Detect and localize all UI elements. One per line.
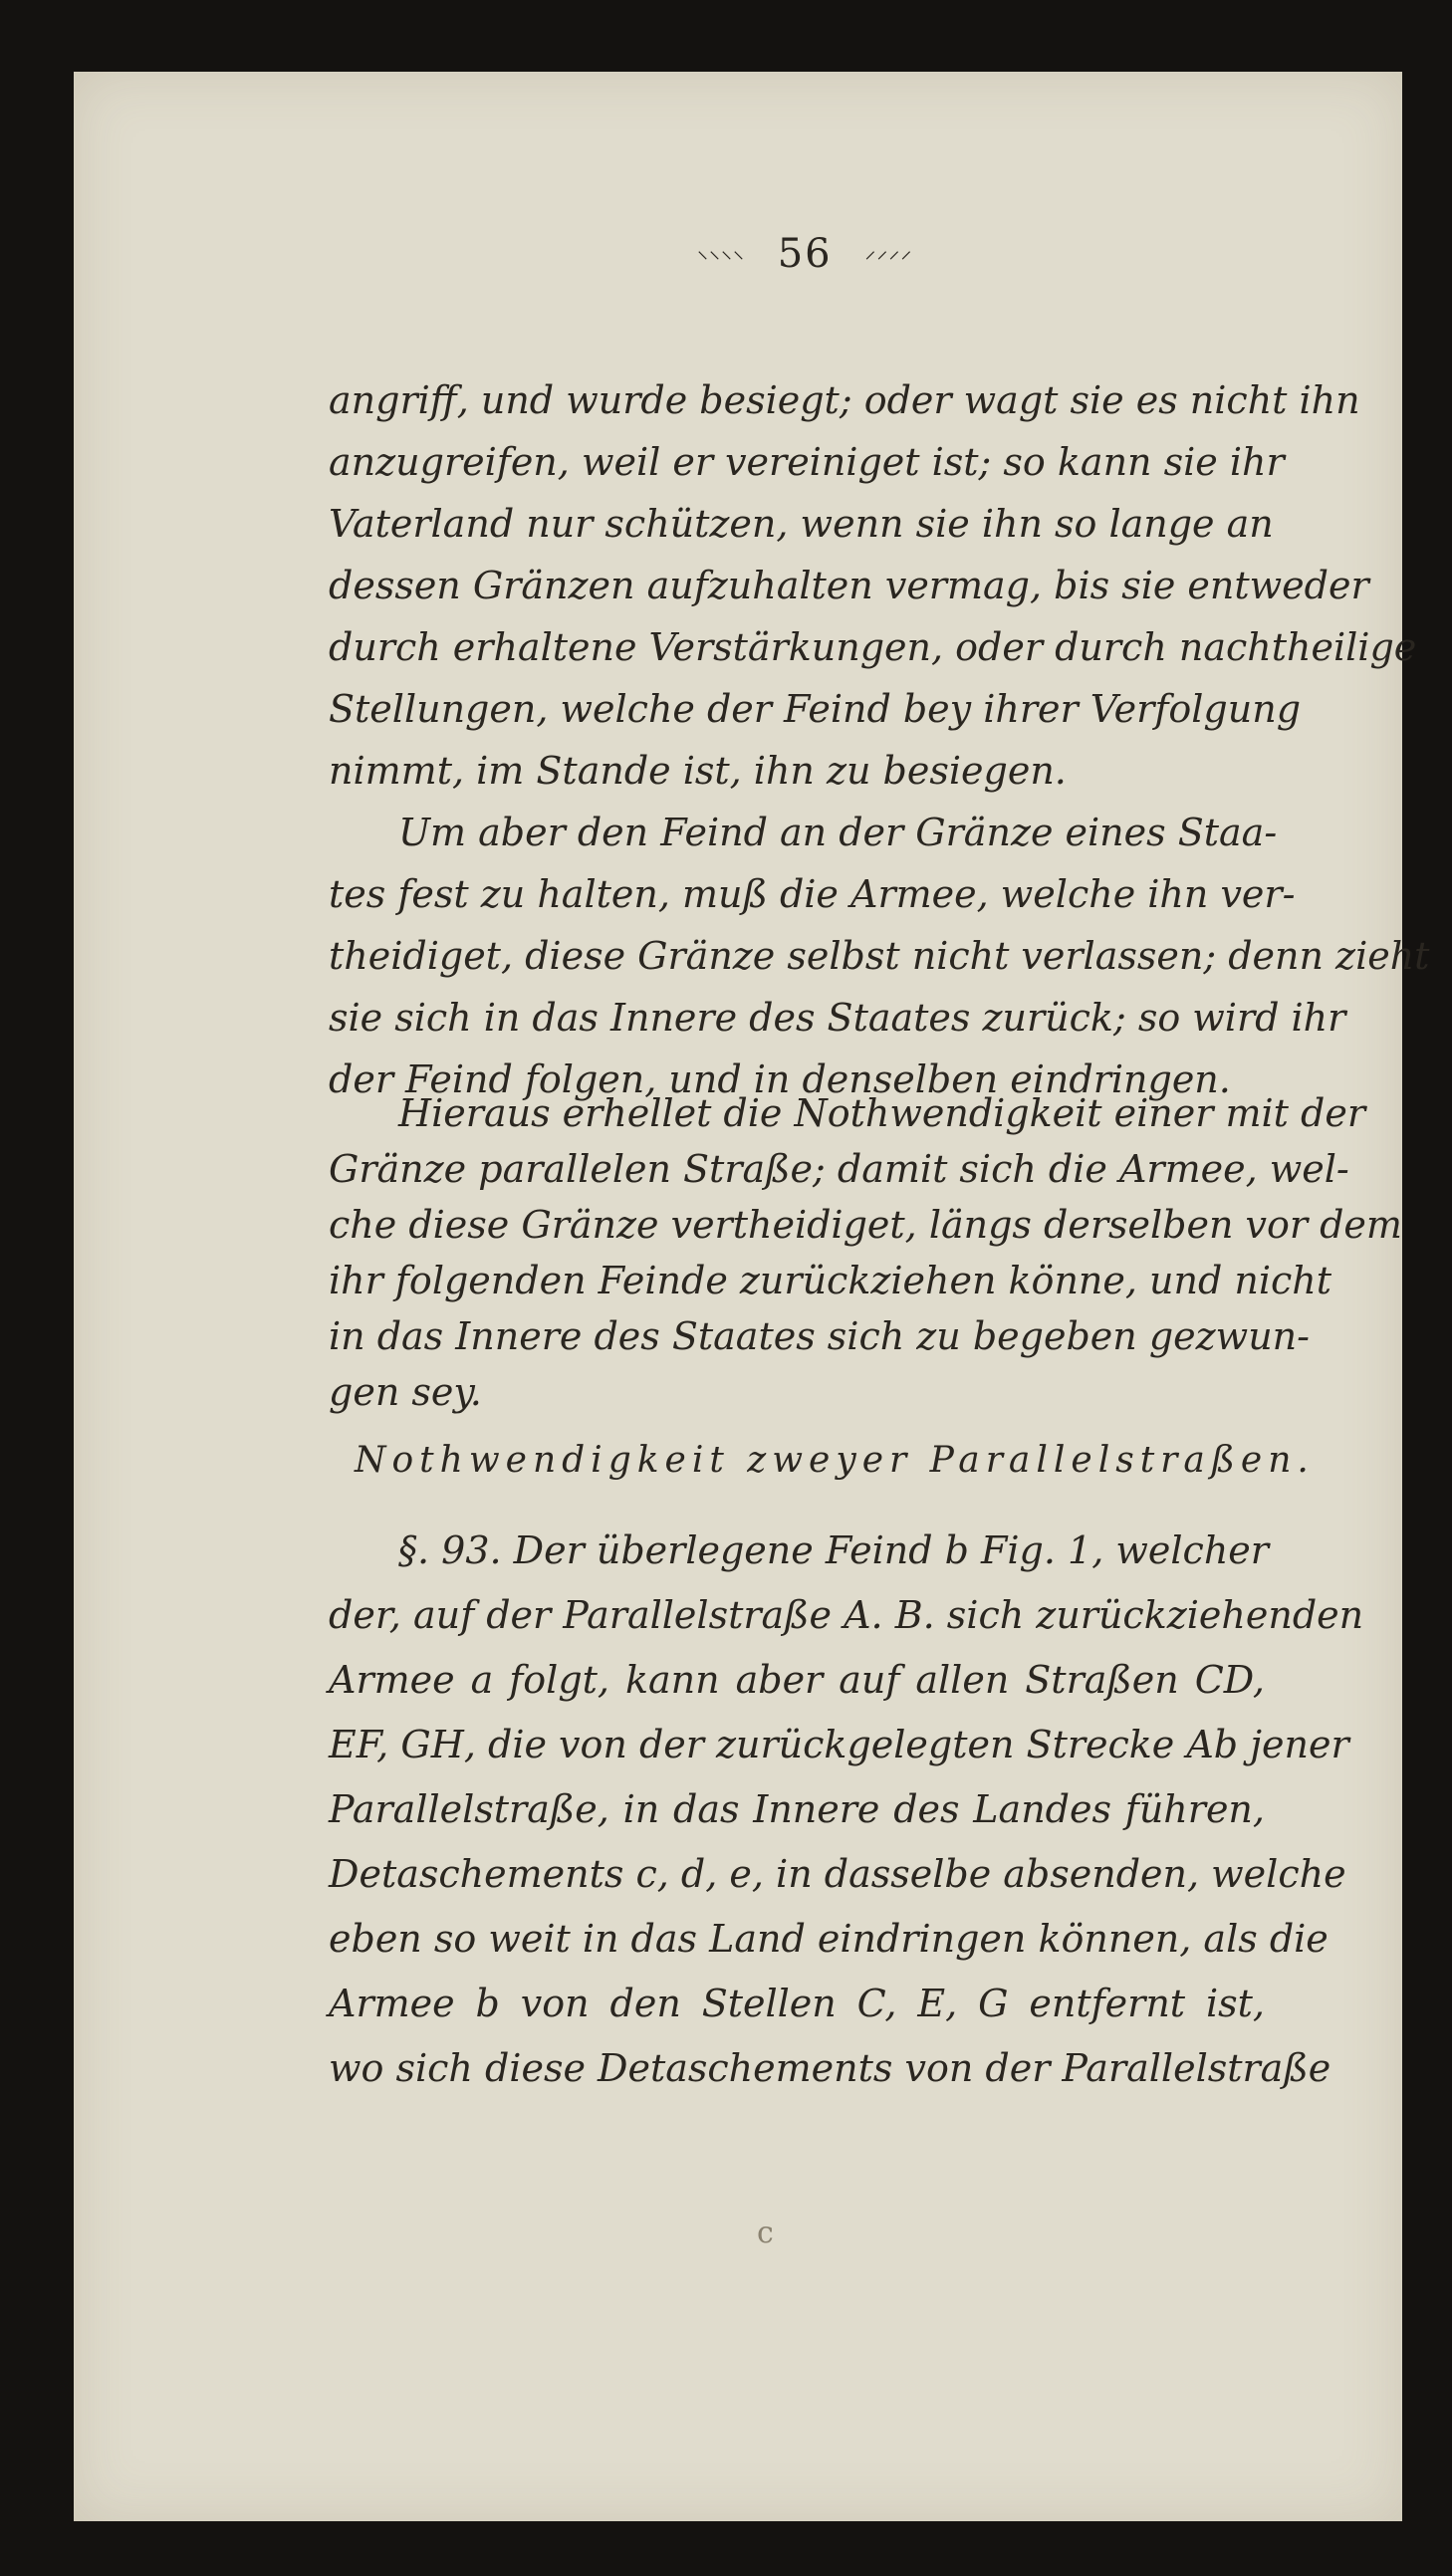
text-line: der Feind folgen, und in denselben eindringen. bbox=[329, 1057, 1231, 1101]
header-ornament-left: ⸌⸌⸌⸌ bbox=[697, 248, 746, 273]
text-line: Stellungen, welche der Feind bey ihrer Verfolgung bbox=[329, 687, 1302, 731]
page-header bbox=[697, 231, 996, 277]
text-line: che diese Gränze vertheidiget, längs derselben vor dem bbox=[329, 1203, 1402, 1247]
text-line: durch erhaltene Verstärkungen, oder durch nachtheilige bbox=[329, 625, 1417, 669]
text-line: §. 93. Der überlegene Feind b Fig. 1, welcher bbox=[398, 1528, 1269, 1572]
text-line: tes fest zu halten, muß die Armee, welche ihn ver- bbox=[329, 872, 1296, 916]
text-line: sie sich in das Innere des Staates zurück; so wird ihr bbox=[329, 996, 1346, 1040]
stain-mark: c bbox=[757, 2216, 774, 2250]
text-line: theidiget, diese Gränze selbst nicht verlassen; denn zieht bbox=[329, 934, 1430, 978]
text-line: nimmt, im Stande ist, ihn zu besiegen. bbox=[329, 749, 1067, 793]
text-line: Um aber den Feind an der Gränze eines Staa- bbox=[398, 811, 1278, 854]
text-line: EF, GH, die von der zurückgelegten Strecke Ab jener bbox=[329, 1723, 1349, 1766]
text-line: Vaterland nur schützen, wenn sie ihn so lange an bbox=[329, 502, 1274, 546]
text-line: wo sich diese Detaschements von der Parallelstraße bbox=[329, 2046, 1331, 2090]
text-line: Gränze parallelen Straße; damit sich die Armee, wel- bbox=[329, 1147, 1349, 1191]
text-line: eben so weit in das Land eindringen können, als die bbox=[329, 1917, 1329, 1961]
text-line: angriff, und wurde besiegt; oder wagt sie es nicht ihn bbox=[329, 378, 1360, 422]
section-heading: Nothwendigkeit zweyer Parallelstraßen. bbox=[355, 1440, 1315, 1481]
text-line: ihr folgenden Feinde zurückziehen könne, und nicht bbox=[329, 1259, 1332, 1302]
page-number: 56 bbox=[777, 231, 833, 277]
text-line: Armee b von den Stellen C, E, G entfernt ist, bbox=[329, 1982, 1265, 2025]
text-line: gen sey. bbox=[329, 1370, 482, 1414]
text-line: Hieraus erhellet die Nothwendigkeit einer mit der bbox=[398, 1091, 1366, 1135]
text-line: anzugreifen, weil er vereiniget ist; so kann sie ihr bbox=[329, 440, 1285, 484]
text-line: der, auf der Parallelstraße A. B. sich zurückziehenden bbox=[329, 1593, 1364, 1637]
header-ornament-right: ⸍⸍⸍⸍ bbox=[864, 248, 913, 273]
text-line: Parallelstraße, in das Innere des Landes führen, bbox=[329, 1787, 1265, 1831]
text-line: in das Innere des Staates sich zu begeben gezwun- bbox=[329, 1314, 1310, 1358]
text-line: Detaschements c, d, e, in dasselbe absenden, welche bbox=[329, 1852, 1346, 1896]
text-line: dessen Gränzen aufzuhalten vermag, bis sie entweder bbox=[329, 564, 1369, 607]
text-line: Armee a folgt, kann aber auf allen Straßen CD, bbox=[329, 1658, 1265, 1702]
